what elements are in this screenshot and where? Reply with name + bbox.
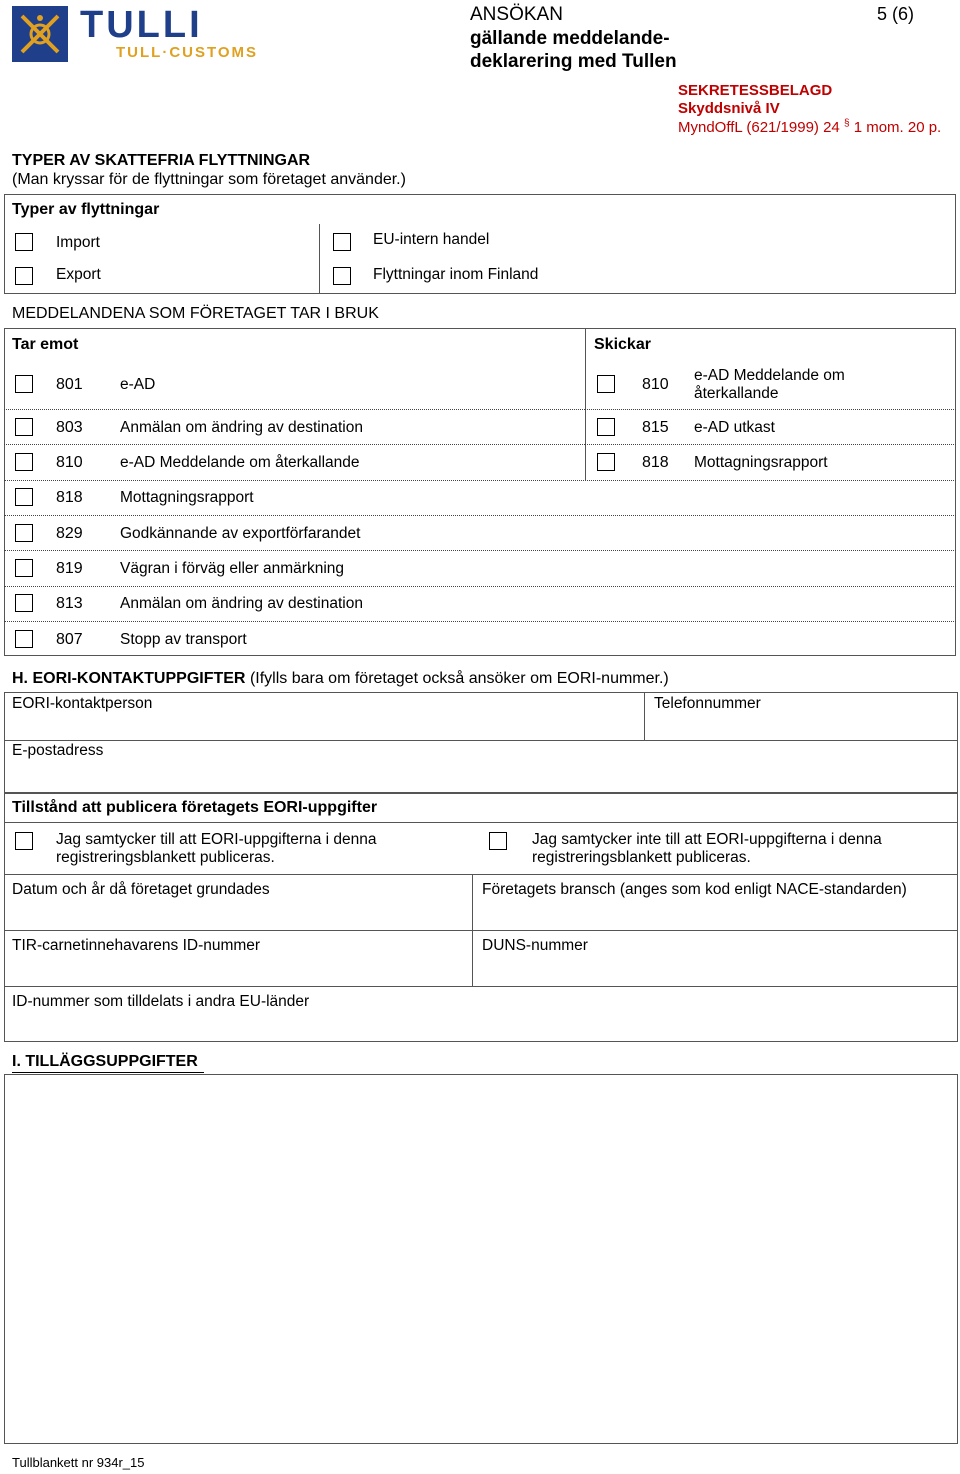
consent-checkbox[interactable] xyxy=(15,832,33,850)
no-consent-text-1: Jag samtycker inte till att EORI-uppgifterna i denna xyxy=(532,831,882,848)
send-818-checkbox[interactable] xyxy=(597,453,615,471)
receive-label: Stopp av transport xyxy=(120,631,247,648)
tir-label: TIR-carnetinnehavarens ID-nummer xyxy=(12,937,261,954)
tulli-logo xyxy=(12,6,302,66)
row-divider xyxy=(4,515,956,516)
eori-heading xyxy=(12,670,669,688)
receive-code: 807 xyxy=(56,631,83,648)
import-label: Import xyxy=(56,234,100,251)
send-810-checkbox[interactable] xyxy=(597,375,615,393)
finland-label: Flyttningar inom Finland xyxy=(373,266,539,283)
receive-label: Anmälan om ändring av destination xyxy=(120,419,363,436)
law-text: MyndOffL (621/1999) 24 xyxy=(678,119,840,136)
receive-code: 810 xyxy=(56,454,83,471)
founded-input[interactable] xyxy=(6,902,468,928)
law-reference xyxy=(678,118,941,136)
phone-label: Telefonnummer xyxy=(654,695,761,712)
law-tail: 1 mom. 20 p. xyxy=(853,119,942,136)
eu-trade-checkbox[interactable] xyxy=(333,233,351,251)
eori-contact-divider xyxy=(644,692,645,740)
row-divider xyxy=(4,480,956,481)
send-code: 810 xyxy=(642,376,669,393)
row-divider xyxy=(4,621,956,622)
receive-code: 829 xyxy=(56,525,83,542)
eori-heading-note: (Ifylls bara om företaget också ansöker om EORI-nummer.) xyxy=(249,670,669,687)
branch-label: Företagets bransch (anges som kod enligt NACE-standarden) xyxy=(482,881,907,898)
send-code: 818 xyxy=(642,454,669,471)
receive-801-checkbox[interactable] xyxy=(15,375,33,393)
consent-text-2: registreringsblankett publiceras. xyxy=(56,849,275,866)
title-line-2: gällande meddelande- xyxy=(470,28,670,49)
receive-code: 801 xyxy=(56,376,83,393)
eu-trade-label: EU-intern handel xyxy=(373,231,490,248)
receive-code: 818 xyxy=(56,489,83,506)
receive-803-checkbox[interactable] xyxy=(15,418,33,436)
field-divider xyxy=(4,822,958,823)
duns-input[interactable] xyxy=(476,958,954,984)
receive-code: 803 xyxy=(56,419,83,436)
receive-810-checkbox[interactable] xyxy=(15,453,33,471)
row-divider xyxy=(4,550,956,551)
crest-icon xyxy=(12,6,68,62)
field-divider xyxy=(4,874,958,875)
eori-contact-label: EORI-kontaktperson xyxy=(12,695,153,712)
title-line-1: ANSÖKAN xyxy=(470,4,563,25)
types-box-title: Typer av flyttningar xyxy=(12,201,160,218)
receive-829-checkbox[interactable] xyxy=(15,524,33,542)
other-id-label: ID-nummer som tilldelats i andra EU-länder xyxy=(12,993,310,1010)
section-sign: § xyxy=(843,118,850,129)
publish-title: Tillstånd att publicera företagets EORI-uppgifter xyxy=(12,799,378,816)
field-divider xyxy=(4,986,958,987)
eori-heading-bold: H. EORI-KONTAKTUPPGIFTER xyxy=(12,670,246,687)
send-815-checkbox[interactable] xyxy=(597,418,615,436)
protection-level: Skyddsnivå IV xyxy=(678,100,780,117)
receives-title: Tar emot xyxy=(12,336,79,353)
receive-813-checkbox[interactable] xyxy=(15,594,33,612)
send-label: Mottagningsrapport xyxy=(694,454,828,471)
receive-807-checkbox[interactable] xyxy=(15,630,33,648)
extra-heading: I. TILLÄGGSUPPGIFTER xyxy=(12,1053,198,1070)
receive-code: 813 xyxy=(56,595,83,612)
email-label: E-postadress xyxy=(12,742,104,759)
branch-input[interactable] xyxy=(476,902,954,928)
send-label: e-AD Meddelande om xyxy=(694,367,845,384)
receive-label: Anmälan om ändring av destination xyxy=(120,595,363,612)
row-divider xyxy=(4,409,585,410)
types-divider xyxy=(319,224,320,294)
receive-label: e-AD xyxy=(120,376,156,393)
founded-label: Datum och år då företaget grundades xyxy=(12,881,270,898)
receive-label: Vägran i förväg eller anmärkning xyxy=(120,560,345,577)
export-checkbox[interactable] xyxy=(15,267,33,285)
row-divider xyxy=(585,444,956,445)
messages-heading: MEDDELANDENA SOM FÖRETAGET TAR I BRUK xyxy=(12,305,379,322)
row-divider xyxy=(4,444,585,445)
field-divider xyxy=(4,740,958,741)
receive-819-checkbox[interactable] xyxy=(15,559,33,577)
types-heading: TYPER AV SKATTEFRIA FLYTTNINGAR xyxy=(12,152,311,169)
extra-info-textarea[interactable] xyxy=(4,1074,958,1444)
export-label: Export xyxy=(56,266,101,283)
receive-label: e-AD Meddelande om återkallande xyxy=(120,454,360,471)
sends-title: Skickar xyxy=(594,336,651,353)
send-label: e-AD utkast xyxy=(694,419,775,436)
form-number: Tullblankett nr 934r_15 xyxy=(12,1455,145,1470)
receive-code: 819 xyxy=(56,560,83,577)
send-label-cont: återkallande xyxy=(694,385,779,402)
receive-818-checkbox[interactable] xyxy=(15,488,33,506)
no-consent-checkbox[interactable] xyxy=(489,832,507,850)
eori-contact-input[interactable] xyxy=(6,714,640,738)
heading-underline xyxy=(12,1072,204,1073)
field-divider xyxy=(4,930,958,931)
receive-label: Godkännande av exportförfarandet xyxy=(120,525,361,542)
row-divider xyxy=(4,586,956,587)
row-divider xyxy=(585,409,956,410)
email-input[interactable] xyxy=(6,762,954,790)
send-code: 815 xyxy=(642,419,669,436)
receive-label: Mottagningsrapport xyxy=(120,489,254,506)
secrecy-label: SEKRETESSBELAGD xyxy=(678,82,833,99)
finland-checkbox[interactable] xyxy=(333,267,351,285)
logo-text: TULLI xyxy=(80,4,203,46)
import-checkbox[interactable] xyxy=(15,233,33,251)
other-id-input[interactable] xyxy=(6,1014,954,1040)
page-number: 5 (6) xyxy=(877,4,915,24)
consent-text-1: Jag samtycker till att EORI-uppgifterna i denna xyxy=(56,831,377,848)
title-line-3: deklarering med Tullen xyxy=(470,51,677,72)
no-consent-text-2: registreringsblankett publiceras. xyxy=(532,849,751,866)
logo-subtext: TULL·CUSTOMS xyxy=(116,44,259,61)
phone-input[interactable] xyxy=(648,714,954,738)
types-subheading: (Man kryssar för de flyttningar som företaget använder.) xyxy=(12,171,406,188)
tir-input[interactable] xyxy=(6,958,468,984)
duns-label: DUNS-nummer xyxy=(482,937,588,954)
messages-divider xyxy=(585,328,586,480)
